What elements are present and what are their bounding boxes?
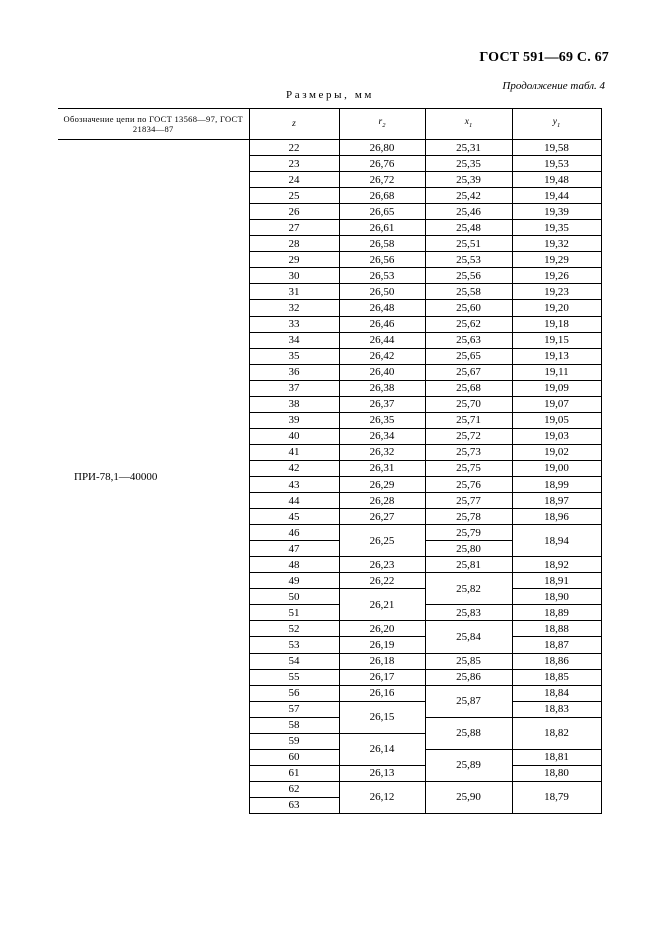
cell-z: 62 [249, 781, 339, 797]
cell-z: 24 [249, 172, 339, 188]
cell-x1: 25,39 [425, 172, 512, 188]
cell-y1: 19,18 [512, 316, 601, 332]
cell-z: 48 [249, 557, 339, 573]
cell-x1: 25,63 [425, 332, 512, 348]
cell-y1: 19,03 [512, 428, 601, 444]
cell-y1: 19,39 [512, 204, 601, 220]
cell-z: 60 [249, 749, 339, 765]
cell-r2: 26,44 [339, 332, 425, 348]
cell-y1: 18,80 [512, 765, 601, 781]
cell-z: 25 [249, 188, 339, 204]
cell-x1: 25,90 [425, 781, 512, 813]
cell-r2: 26,19 [339, 637, 425, 653]
cell-r2: 26,27 [339, 509, 425, 525]
cell-r2: 26,15 [339, 701, 425, 733]
chain-designation: ПРИ-78,1—40000 [58, 140, 249, 814]
cell-y1: 18,84 [512, 685, 601, 701]
column-header-x1: $x_1$ [425, 109, 512, 140]
cell-x1: 25,53 [425, 252, 512, 268]
cell-z: 40 [249, 428, 339, 444]
cell-x1: 25,46 [425, 204, 512, 220]
column-header-designation: Обозначение цепи по ГОСТ 13568—97, ГОСТ 21834—87 [58, 109, 249, 140]
cell-y1: 19,58 [512, 140, 601, 156]
cell-z: 51 [249, 605, 339, 621]
cell-r2: 26,40 [339, 364, 425, 380]
cell-r2: 26,22 [339, 573, 425, 589]
cell-x1: 25,78 [425, 509, 512, 525]
cell-y1: 18,97 [512, 493, 601, 509]
cell-z: 28 [249, 236, 339, 252]
cell-z: 54 [249, 653, 339, 669]
table-header-row [58, 109, 601, 140]
cell-y1: 19,02 [512, 444, 601, 460]
cell-y1: 18,86 [512, 653, 601, 669]
cell-y1: 18,99 [512, 476, 601, 492]
cell-y1: 19,48 [512, 172, 601, 188]
cell-x1: 25,87 [425, 685, 512, 717]
cell-z: 31 [249, 284, 339, 300]
cell-z: 59 [249, 733, 339, 749]
cell-z: 56 [249, 685, 339, 701]
cell-y1: 19,23 [512, 284, 601, 300]
cell-z: 42 [249, 460, 339, 476]
cell-z: 30 [249, 268, 339, 284]
cell-x1: 25,88 [425, 717, 512, 749]
cell-z: 43 [249, 476, 339, 492]
cell-r2: 26,20 [339, 621, 425, 637]
cell-y1: 19,35 [512, 220, 601, 236]
cell-z: 50 [249, 589, 339, 605]
cell-z: 38 [249, 396, 339, 412]
cell-y1: 19,11 [512, 364, 601, 380]
cell-x1: 25,79 [425, 525, 512, 541]
cell-r2: 26,35 [339, 412, 425, 428]
cell-r2: 26,12 [339, 781, 425, 813]
cell-y1: 18,79 [512, 781, 601, 813]
cell-r2: 26,23 [339, 557, 425, 573]
cell-x1: 25,76 [425, 476, 512, 492]
cell-z: 27 [249, 220, 339, 236]
cell-x1: 25,65 [425, 348, 512, 364]
cell-z: 36 [249, 364, 339, 380]
cell-z: 53 [249, 637, 339, 653]
cell-z: 47 [249, 541, 339, 557]
cell-r2: 26,21 [339, 589, 425, 621]
cell-x1: 25,56 [425, 268, 512, 284]
cell-x1: 25,71 [425, 412, 512, 428]
cell-x1: 25,48 [425, 220, 512, 236]
column-header-y1: $y_1$ [512, 109, 601, 140]
cell-x1: 25,35 [425, 156, 512, 172]
cell-y1: 19,00 [512, 460, 601, 476]
cell-r2: 26,16 [339, 685, 425, 701]
cell-y1: 19,20 [512, 300, 601, 316]
cell-y1: 19,05 [512, 412, 601, 428]
cell-x1: 25,84 [425, 621, 512, 653]
cell-r2: 26,42 [339, 348, 425, 364]
cell-z: 61 [249, 765, 339, 781]
cell-z: 57 [249, 701, 339, 717]
cell-y1: 18,94 [512, 525, 601, 557]
cell-z: 55 [249, 669, 339, 685]
sizes-caption: Размеры, мм [286, 89, 374, 101]
cell-r2: 26,18 [339, 653, 425, 669]
cell-x1: 25,80 [425, 541, 512, 557]
cell-x1: 25,83 [425, 605, 512, 621]
cell-z: 46 [249, 525, 339, 541]
cell-y1: 18,96 [512, 509, 601, 525]
cell-r2: 26,80 [339, 140, 425, 156]
table-continuation-label: Продолжение табл. 4 [502, 80, 605, 92]
cell-y1: 18,89 [512, 605, 601, 621]
cell-x1: 25,70 [425, 396, 512, 412]
page-header: ГОСТ 591—69 С. 67 [479, 50, 609, 65]
cell-z: 58 [249, 717, 339, 733]
cell-z: 34 [249, 332, 339, 348]
cell-r2: 26,31 [339, 460, 425, 476]
cell-z: 52 [249, 621, 339, 637]
cell-y1: 19,07 [512, 396, 601, 412]
cell-z: 29 [249, 252, 339, 268]
cell-r2: 26,14 [339, 733, 425, 765]
cell-y1: 19,09 [512, 380, 601, 396]
cell-x1: 25,86 [425, 669, 512, 685]
cell-y1: 18,91 [512, 573, 601, 589]
cell-z: 33 [249, 316, 339, 332]
cell-z: 35 [249, 348, 339, 364]
cell-r2: 26,28 [339, 493, 425, 509]
cell-y1: 18,81 [512, 749, 601, 765]
cell-y1: 19,29 [512, 252, 601, 268]
cell-y1: 18,88 [512, 621, 601, 637]
cell-x1: 25,75 [425, 460, 512, 476]
column-header-z: z [249, 109, 339, 140]
cell-x1: 25,51 [425, 236, 512, 252]
cell-y1: 19,53 [512, 156, 601, 172]
dimensions-table [58, 108, 602, 814]
cell-z: 44 [249, 493, 339, 509]
cell-r2: 26,56 [339, 252, 425, 268]
cell-z: 32 [249, 300, 339, 316]
cell-r2: 26,25 [339, 525, 425, 557]
cell-x1: 25,72 [425, 428, 512, 444]
cell-z: 22 [249, 140, 339, 156]
cell-z: 41 [249, 444, 339, 460]
cell-y1: 18,83 [512, 701, 601, 717]
cell-r2: 26,38 [339, 380, 425, 396]
cell-z: 49 [249, 573, 339, 589]
cell-z: 23 [249, 156, 339, 172]
cell-y1: 18,82 [512, 717, 601, 749]
cell-y1: 18,90 [512, 589, 601, 605]
cell-y1: 19,13 [512, 348, 601, 364]
cell-r2: 26,53 [339, 268, 425, 284]
cell-x1: 25,89 [425, 749, 512, 781]
cell-x1: 25,31 [425, 140, 512, 156]
cell-r2: 26,58 [339, 236, 425, 252]
cell-x1: 25,42 [425, 188, 512, 204]
cell-r2: 26,72 [339, 172, 425, 188]
cell-r2: 26,37 [339, 396, 425, 412]
cell-r2: 26,17 [339, 669, 425, 685]
cell-x1: 25,81 [425, 557, 512, 573]
cell-z: 26 [249, 204, 339, 220]
cell-y1: 18,92 [512, 557, 601, 573]
column-header-r2: $r_2$ [339, 109, 425, 140]
cell-x1: 25,85 [425, 653, 512, 669]
cell-x1: 25,73 [425, 444, 512, 460]
cell-r2: 26,68 [339, 188, 425, 204]
cell-r2: 26,32 [339, 444, 425, 460]
cell-r2: 26,50 [339, 284, 425, 300]
cell-x1: 25,67 [425, 364, 512, 380]
cell-r2: 26,76 [339, 156, 425, 172]
cell-y1: 18,87 [512, 637, 601, 653]
cell-r2: 26,13 [339, 765, 425, 781]
cell-y1: 19,15 [512, 332, 601, 348]
cell-x1: 25,58 [425, 284, 512, 300]
cell-y1: 19,44 [512, 188, 601, 204]
cell-x1: 25,60 [425, 300, 512, 316]
cell-z: 39 [249, 412, 339, 428]
table-row [58, 140, 601, 156]
cell-z: 45 [249, 509, 339, 525]
cell-x1: 25,82 [425, 573, 512, 605]
cell-r2: 26,48 [339, 300, 425, 316]
cell-z: 63 [249, 797, 339, 813]
cell-x1: 25,68 [425, 380, 512, 396]
cell-y1: 18,85 [512, 669, 601, 685]
cell-r2: 26,61 [339, 220, 425, 236]
cell-y1: 19,26 [512, 268, 601, 284]
cell-r2: 26,34 [339, 428, 425, 444]
cell-x1: 25,62 [425, 316, 512, 332]
cell-r2: 26,65 [339, 204, 425, 220]
cell-r2: 26,29 [339, 476, 425, 492]
cell-r2: 26,46 [339, 316, 425, 332]
cell-x1: 25,77 [425, 493, 512, 509]
cell-z: 37 [249, 380, 339, 396]
cell-y1: 19,32 [512, 236, 601, 252]
